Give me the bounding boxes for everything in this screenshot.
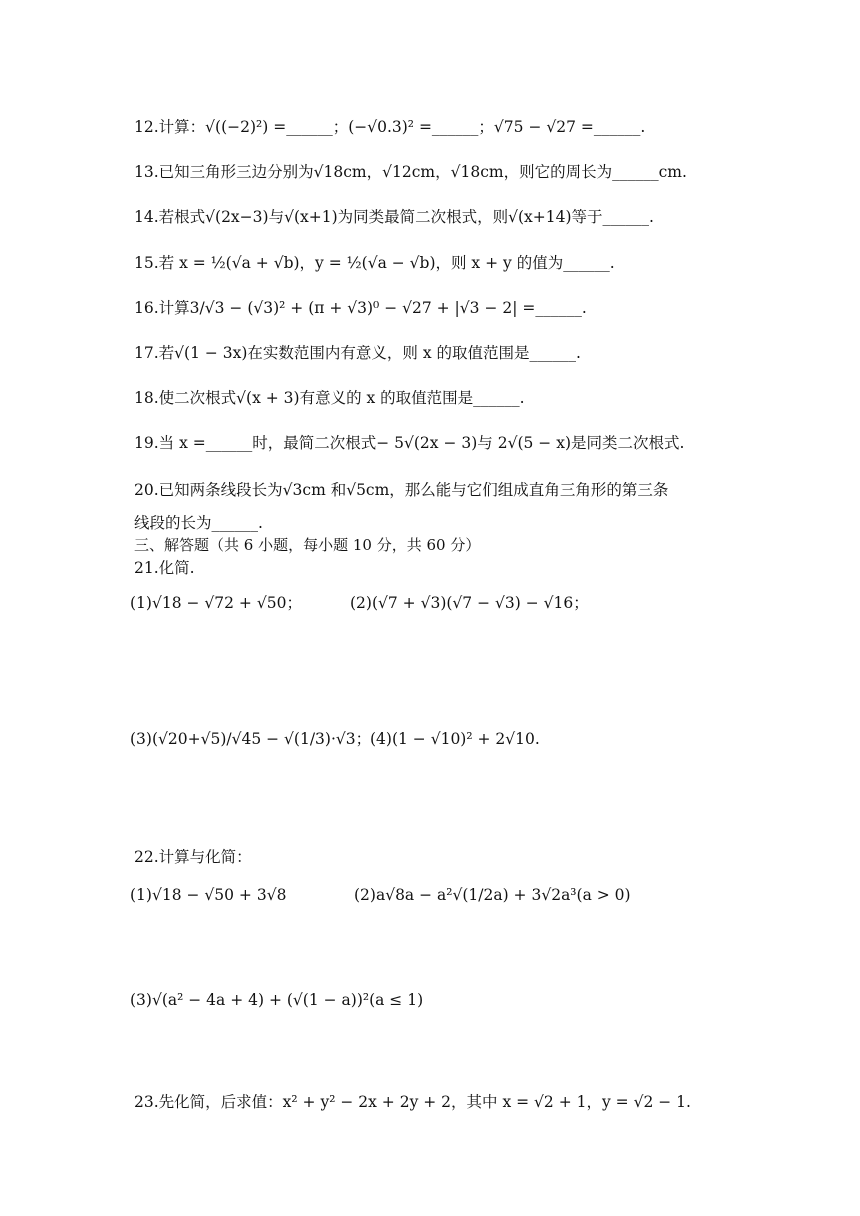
problem-17: 17.若√(1 − 3x)在实数范围内有意义，则 x 的取值范围是______. — [134, 344, 581, 362]
problem-13: 13.已知三角形三边分别为√18cm，√12cm，√18cm，则它的周长为______cm. — [134, 163, 687, 181]
problem-16: 16.计算3/√3 − (√3)² + (π + √3)⁰ − √27 + |√3 − 2| =______. — [134, 299, 587, 317]
problem-20-line1: 20.已知两条线段长为√3cm 和√5cm，那么能与它们组成直角三角形的第三条 — [134, 481, 669, 499]
problem-19: 19.当 x =______时，最简二次根式− 5√(2x − 3)与 2√(5 − x)是同类二次根式. — [134, 434, 685, 452]
problem-22-part3: (3)√(a² − 4a + 4) + (√(1 − a))²(a ≤ 1) — [130, 991, 424, 1009]
problem-21-part2: (2)(√7 + √3)(√7 − √3) − √16； — [350, 594, 589, 612]
problem-21-title: 21.化简. — [134, 559, 195, 577]
problem-21-part4: (4)(1 − √10)² + 2√10. — [370, 730, 540, 748]
problem-20-line2: 线段的长为______. — [134, 514, 263, 532]
problem-23: 23.先化简，后求值：x² + y² − 2x + 2y + 2，其中 x = √2 + 1，y = √2 − 1. — [134, 1093, 691, 1111]
problem-22-part2: (2)a√8a − a²√(1/2a) + 3√2a³(a > 0) — [354, 886, 631, 904]
problem-21-part1: (1)√18 − √72 + √50； — [130, 594, 302, 612]
problem-15: 15.若 x = ½(√a + √b)，y = ½(√a − √b)，则 x + y 的值为______. — [134, 254, 615, 272]
problem-12: 12.计算：√((−2)²) =______；(−√0.3)² =______；√75 − √27 =______. — [134, 118, 646, 136]
problem-21-part3: (3)(√20+√5)/√45 − √(1/3)·√3； — [130, 730, 372, 748]
problem-22-title: 22.计算与化简： — [134, 848, 252, 866]
problem-22-part1: (1)√18 − √50 + 3√8 — [130, 886, 287, 904]
problem-14: 14.若根式√(2x−3)与√(x+1)为同类最简二次根式，则√(x+14)等于______. — [134, 208, 654, 226]
problem-18: 18.使二次根式√(x + 3)有意义的 x 的取值范围是______. — [134, 389, 525, 407]
section-heading: 三、解答题（共 6 小题，每小题 10 分，共 60 分） — [134, 536, 481, 554]
